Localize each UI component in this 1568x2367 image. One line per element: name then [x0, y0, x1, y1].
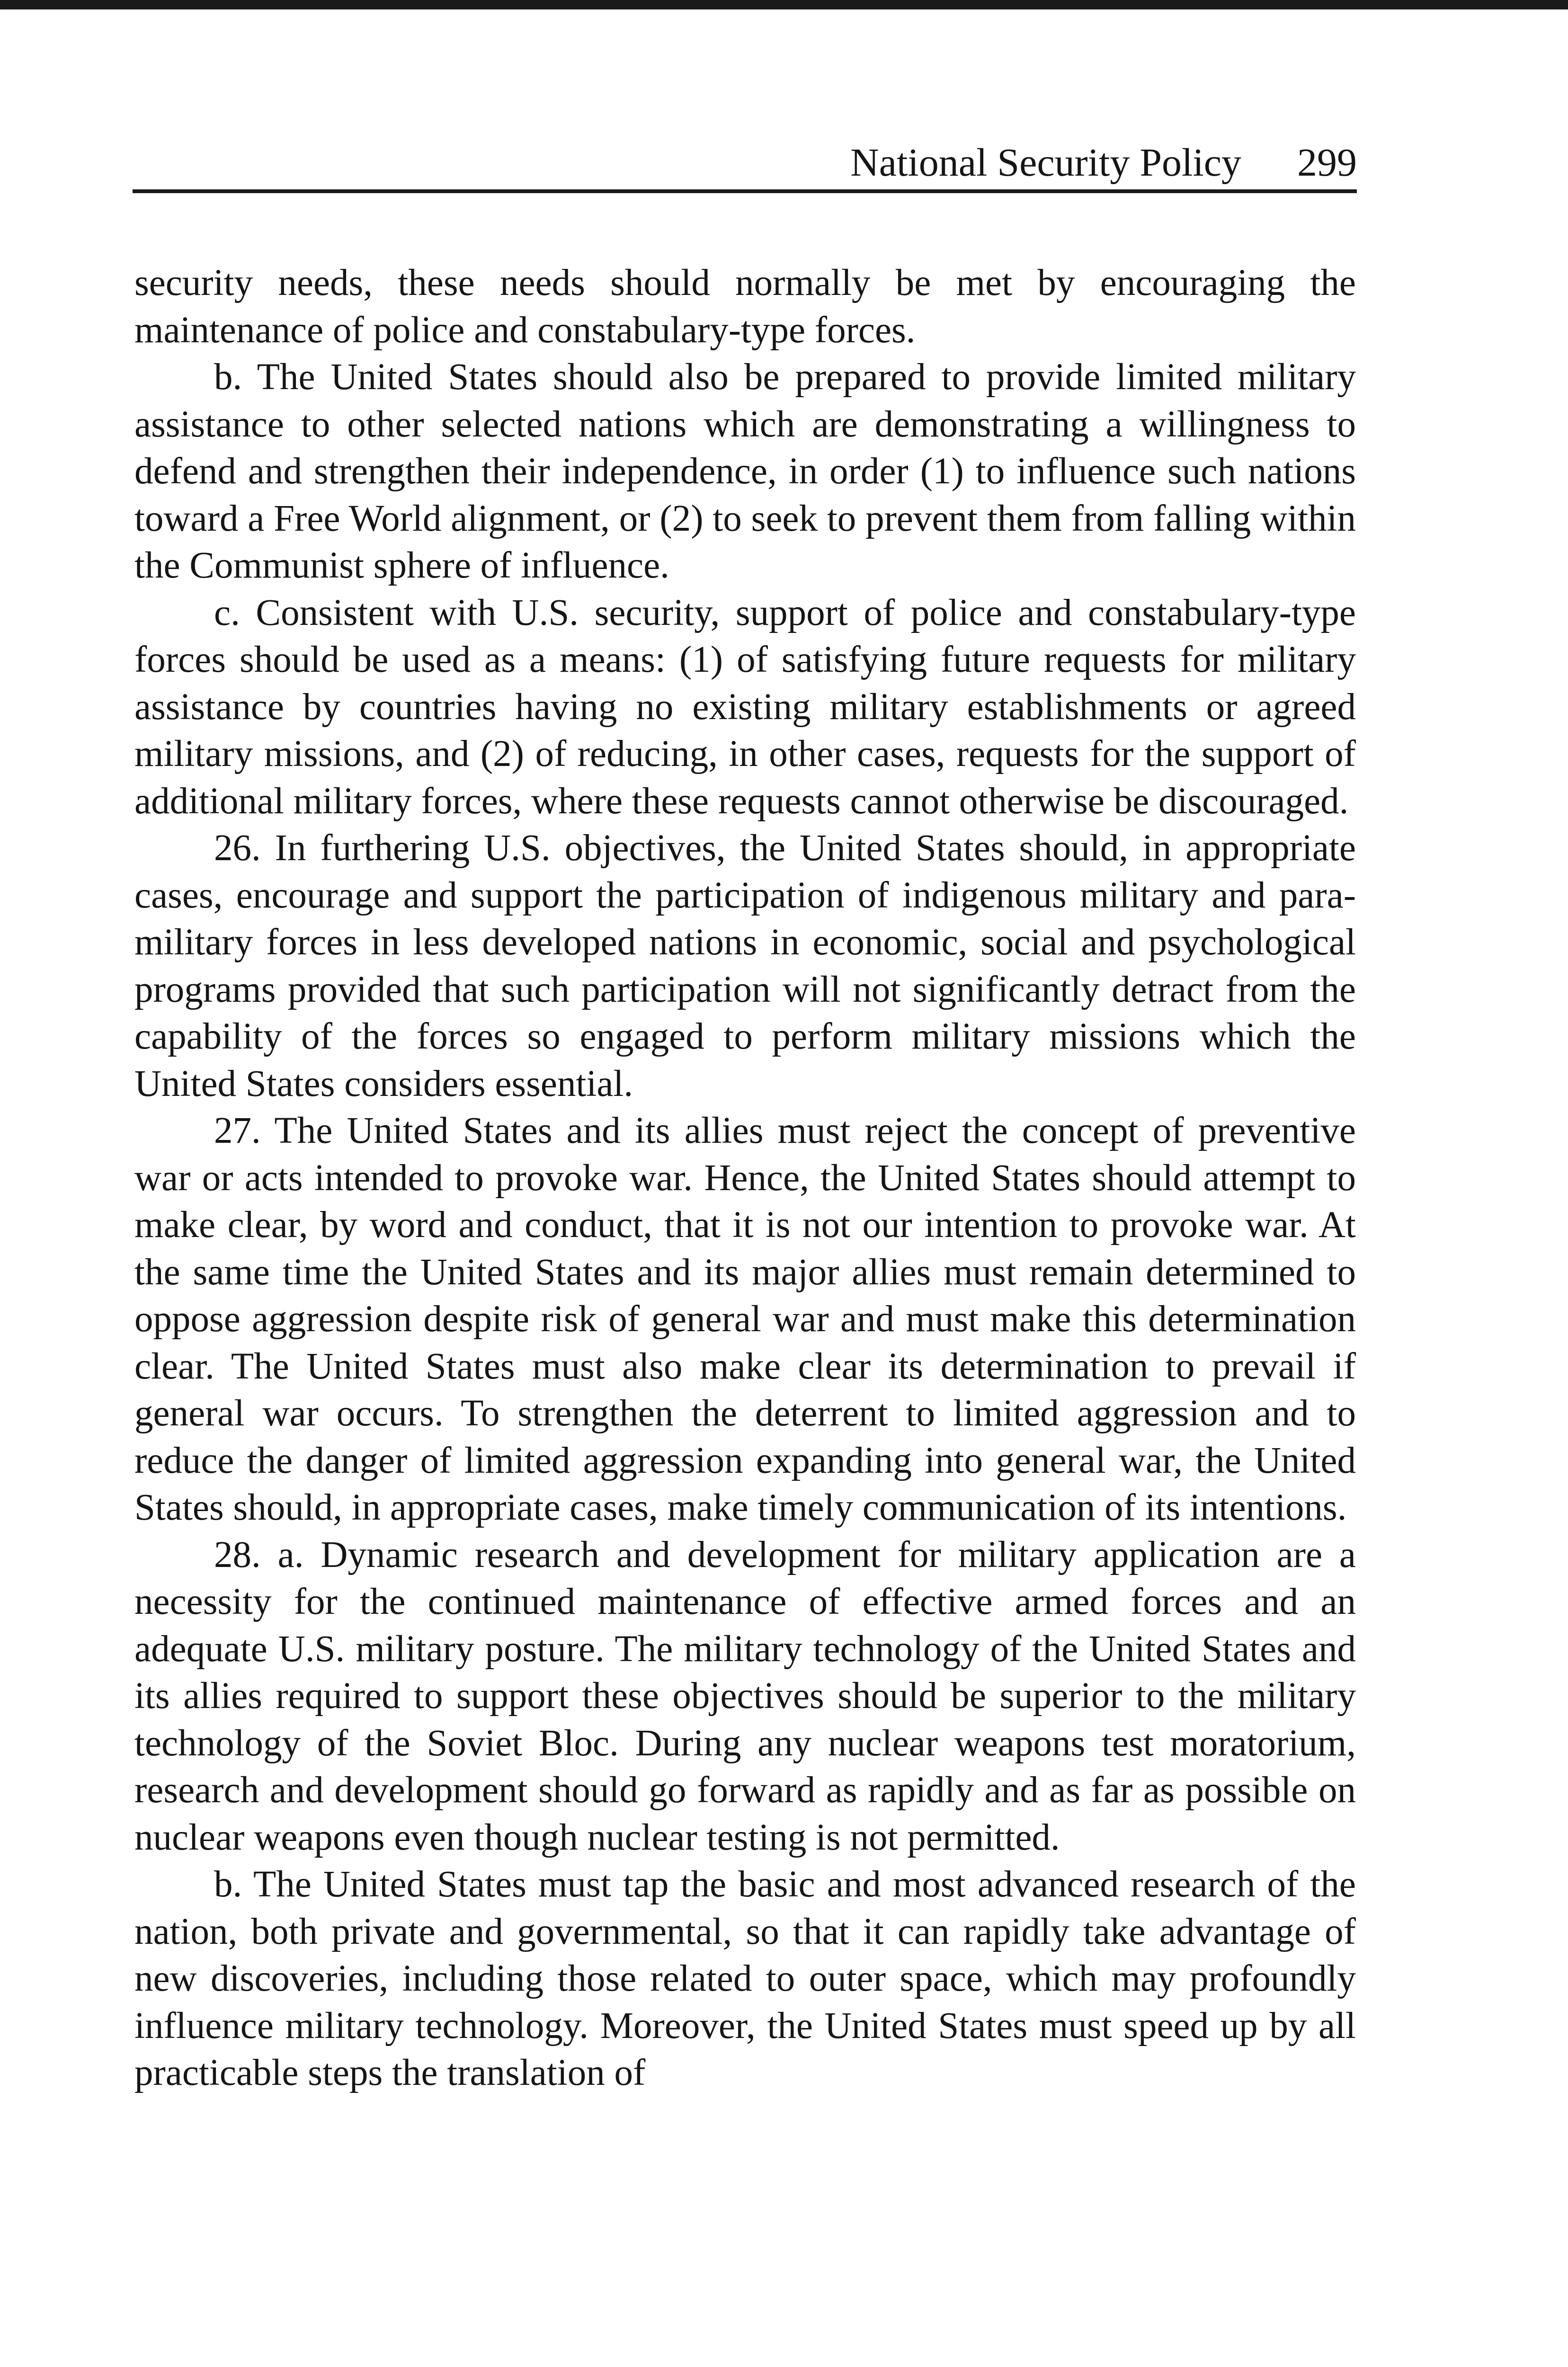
- running-header: [133, 137, 1357, 193]
- paragraph-25b: b. The United States should also be prepared to provide limited military assistance to other selected nations which are demonstrating a willingness to defend and strengthen their independence, in order (1) to influence such nations toward a Free World alignment, or (2) to seek to prevent them from falling within the Communist sphere of influence.: [134, 356, 1356, 586]
- paragraph-26: 26. In furthering U.S. objectives, the United States should, in appropriate cases, encourage and support the participation of indigenous military and para-military forces in less developed nations in economic, social and psychological programs provided that such participation will not significantly detract from the capability of the forces so engaged to perform military missions which the United States considers essential.: [134, 828, 1356, 1104]
- paragraph-25c: c. Consistent with U.S. security, support of police and constabulary-type forces should be used as a means: (1) of satisfying future requests for military assistance by countries having no existing military establishments or agreed military missions, and (2) of reducing, in other cases, requests for the support of additional military forces, where these requests cannot otherwise be discouraged.: [134, 592, 1356, 822]
- paragraph-28a: 28. a. Dynamic research and development for military application are a necessity for the continued maintenance of effective armed forces and an adequate U.S. military posture. The military technology of the United States and its allies required to support these objectives should be superior to the military technology of the Soviet Bloc. During any nuclear weapons test moratorium, research and development should go forward as rapidly and as far as possible on nuclear weapons even though nuclear testing is not permitted.: [134, 1534, 1356, 1858]
- page-body: [134, 259, 1356, 2097]
- scan-top-edge: [0, 0, 1568, 9]
- paragraph-28b: b. The United States must tap the basic and most advanced research of the nation, both private and governmental, so that it can rapidly take advantage of new discoveries, including those related to outer space, which may profoundly influence military technology. Moreover, the United States must speed up by all practicable steps the translation of: [134, 1864, 1356, 2093]
- paragraph-continued: security needs, these needs should normally be met by encouraging the maintenance of police and constabulary-type forces.: [134, 262, 1356, 351]
- running-header-title: National Security Policy: [850, 141, 1241, 185]
- page-number: 299: [1297, 141, 1357, 185]
- paragraph-27: 27. The United States and its allies must reject the concept of preventive war or acts intended to provoke war. Hence, the United States should attempt to make clear, by word and conduct, that it is not our intention to provoke war. At the same time the United States and its major allies must remain determined to oppose aggression despite risk of general war and must make this determination clear. The United States must also make clear its determination to prevail if general war occurs. To strengthen the deterrent to limited aggression and to reduce the danger of limited aggression expanding into general war, the United States should, in appropriate cases, make timely communication of its intentions.: [134, 1110, 1356, 1528]
